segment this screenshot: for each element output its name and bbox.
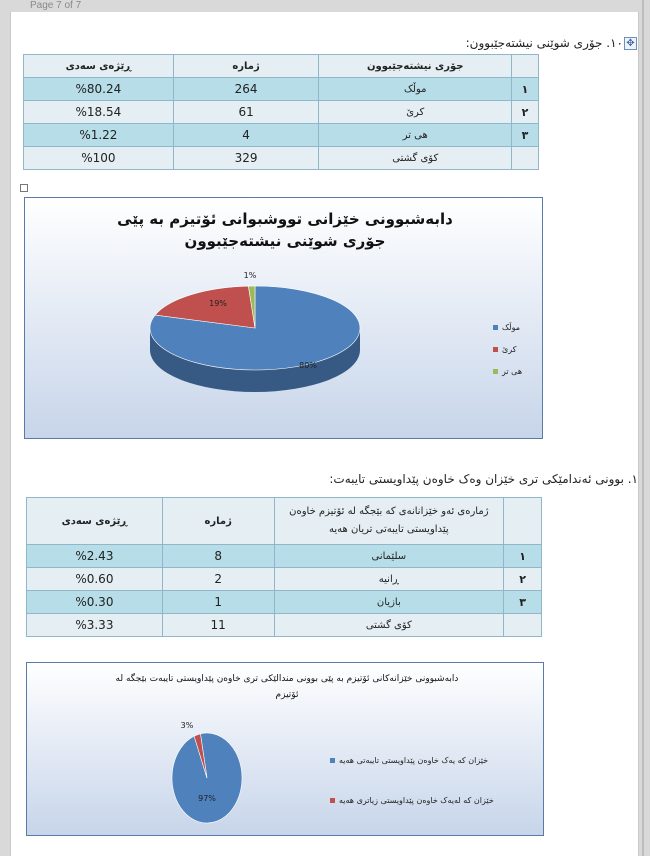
section1-heading-text: ١٠. جۆری شوێنی نیشتەجێبوون:	[465, 36, 623, 50]
table-resize-handle[interactable]	[20, 184, 28, 192]
col-header-desc: ژمارەی ئەو خێزانانەی کە بێجگە لە ئۆتیزم خاوەن پێداویستی تایبەتی تریان هەیە	[274, 498, 504, 545]
table-header-row	[27, 498, 542, 545]
section2-heading: ١. بوونی ئەندامێکی تری خێزان وەک خاوەن پێداویستی تایبەت:	[329, 472, 638, 486]
chart2-svg	[27, 663, 543, 835]
legend-swatch-1	[493, 347, 498, 352]
table-header-row	[24, 55, 539, 78]
pie-data-label-2: 1%	[243, 271, 257, 280]
table-row-total: کۆی گشتی 11 %3.33	[27, 614, 542, 637]
legend-entry-1: خێزان کە لەیەک خاوەن پێداویستی زیاتری هەیە	[339, 796, 494, 805]
table-row: ١ موڵک 264 %80.24	[24, 78, 539, 101]
table-row: ١ سلێمانی 8 %2.43	[27, 545, 542, 568]
pie-data-label-1: 3%	[180, 721, 194, 730]
special-needs-table	[26, 497, 542, 637]
special-needs-pie-chart[interactable]	[26, 662, 544, 836]
col-header-type: جۆری نیشتەجێبوون	[319, 55, 512, 78]
chart2-title: دابەشبوونی خێزانەکانی ئۆتیزم بە پێی بوونی مندالێکی تری خاوەن پێداویستی تایبەت بێجگە لە ئۆتیزم	[115, 674, 459, 700]
chart1-svg	[25, 198, 542, 438]
table-row: ٢ کرێ 61 %18.54	[24, 101, 539, 124]
legend-entry-2: هی تر	[502, 367, 523, 376]
pie-data-label-0: 80%	[299, 361, 317, 370]
legend-swatch-0	[330, 758, 335, 763]
legend-entry-1: کرێ	[502, 345, 517, 354]
chart1-title: دابەشبوونی خێزانی تووشبوانی ئۆتیزم بە پێی جۆری شوێنی نیشتەجێبوون	[117, 210, 453, 250]
housing-pie-chart[interactable]	[24, 197, 543, 439]
pie-data-label-1: 19%	[209, 299, 227, 308]
section1-heading	[466, 36, 638, 50]
legend-swatch-1	[330, 798, 335, 803]
table-row-total: کۆی گشتی 329 %100	[24, 147, 539, 170]
table-row: ٣ هی تر 4 %1.22	[24, 124, 539, 147]
table-row: ٢ ڕانیە 2 %0.60	[27, 568, 542, 591]
col-header-count: ژمارە	[162, 498, 274, 545]
col-header-percent: ڕێژەی سەدی	[24, 55, 174, 78]
page-indicator: Page 7 of 7	[30, 0, 82, 11]
col-header-count: ژمارە	[173, 55, 319, 78]
page-edge	[642, 0, 644, 856]
housing-table	[23, 54, 539, 170]
legend-swatch-2	[493, 369, 498, 374]
legend-entry-0: خێزان کە یەک خاوەن پێداویستی تایبەتی هەیە	[339, 756, 489, 765]
legend-swatch-0	[493, 325, 498, 330]
table-row: ٣ بازیان 1 %0.30	[27, 591, 542, 614]
table-move-icon[interactable]: ✥	[624, 37, 637, 50]
legend-entry-0: موڵک	[502, 323, 521, 332]
col-header-percent: ڕێژەی سەدی	[27, 498, 163, 545]
pie-data-label-0: 97%	[198, 794, 216, 803]
